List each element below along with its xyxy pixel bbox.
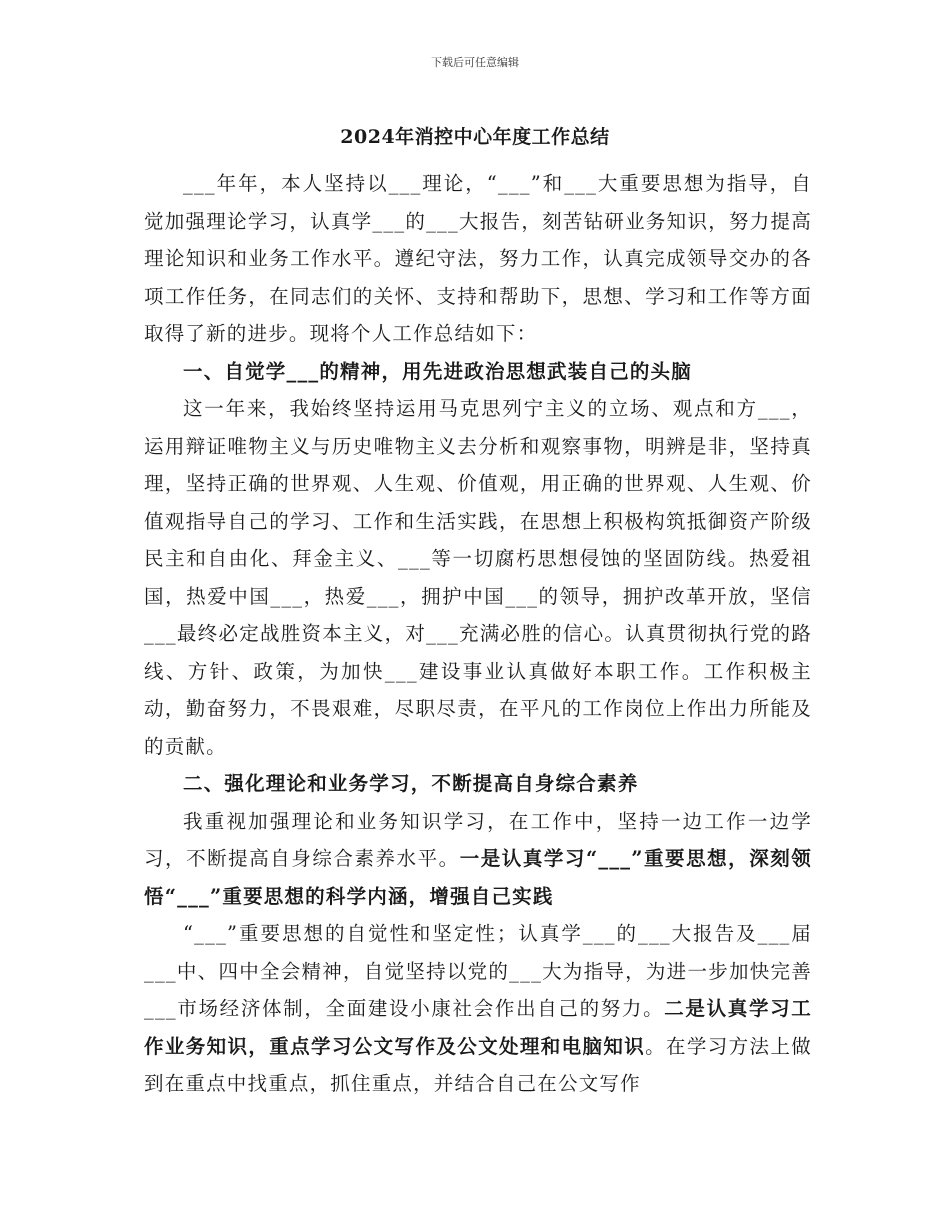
- paragraph-continued-bold: 二是认真学习工作业务知识，重点学习公文写作及公文处理和电脑知识: [144, 997, 812, 1058]
- paragraph-section-1: 这一年来，我始终坚持运用马克思列宁主义的立场、观点和方___，运用辩证唯物主义与历史唯物主义去分析和观察事物，明辨是非，坚持真理，坚持正确的世界观、人生观、价值观，用正确的世界观、人生观、价值观指导自己的学习、工作和生活实践，在思想上积极构筑抵御资产阶级民主和自由化、拜金主义、___等一切腐朽思想侵蚀的坚固防线。热爱祖国，热爱中国___，热爱___，拥护中国___的领导，拥护改革开放，坚信___最终必定战胜资本主义，对___充满必胜的信心。认真贯彻执行党的路线、方针、政策，为加快___建设事业认真做好本职工作。工作积极主动，勤奋努力，不畏艰难，尽职尽责，在平凡的工作岗位上作出力所能及的贡献。: [144, 397, 812, 758]
- document-body: [144, 165, 812, 1103]
- header-note: 下载后可任意编辑: [431, 56, 519, 69]
- paragraph-section-2-text: 我重视加强理论和业务知识学习，在工作中，坚持一边工作一边学习，不断提高自身综合素养水平。: [144, 809, 812, 870]
- paragraph-section-2-bold: 一是认真学习“___”重要思想，深刻领悟“___”重要思想的科学内涵，增强自己实践: [144, 847, 812, 908]
- paragraph-section-2-continued: [144, 915, 812, 1103]
- paragraph-intro: ___年年，本人坚持以___理论，“___”和___大重要思想为指导，自觉加强理论学习，认真学___的___大报告，刻苦钻研业务知识，努力提高理论知识和业务工作水平。遵纪守法，努力工作，认真完成领导交办的各项工作任务，在同志们的关怀、支持和帮助下，思想、学习和工作等方面取得了新的进步。现将个人工作总结如下：: [144, 172, 812, 345]
- section-heading-2: 二、强化理论和业务学习，不断提高自身综合素养: [183, 772, 639, 795]
- section-heading-1: 一、自觉学___的精神，用先进政治思想武装自己的头脑: [183, 359, 692, 383]
- document-title: 2024年消控中心年度工作总结: [340, 126, 610, 148]
- paragraph-continued-text: “___”重要思想的自觉性和坚定性；认真学___的___大报告及___届___中、四中全会精神，自觉坚持以党的___大为指导，为进一步加快完善___市场经济体制，全面建设小康社会作出自己的努力。: [144, 922, 812, 1020]
- paragraph-section-2: [144, 803, 812, 916]
- paragraph-continued-tail: 。在学习方法上做到在重点中找重点，抓住重点，并结合自己在公文写作: [144, 1034, 812, 1095]
